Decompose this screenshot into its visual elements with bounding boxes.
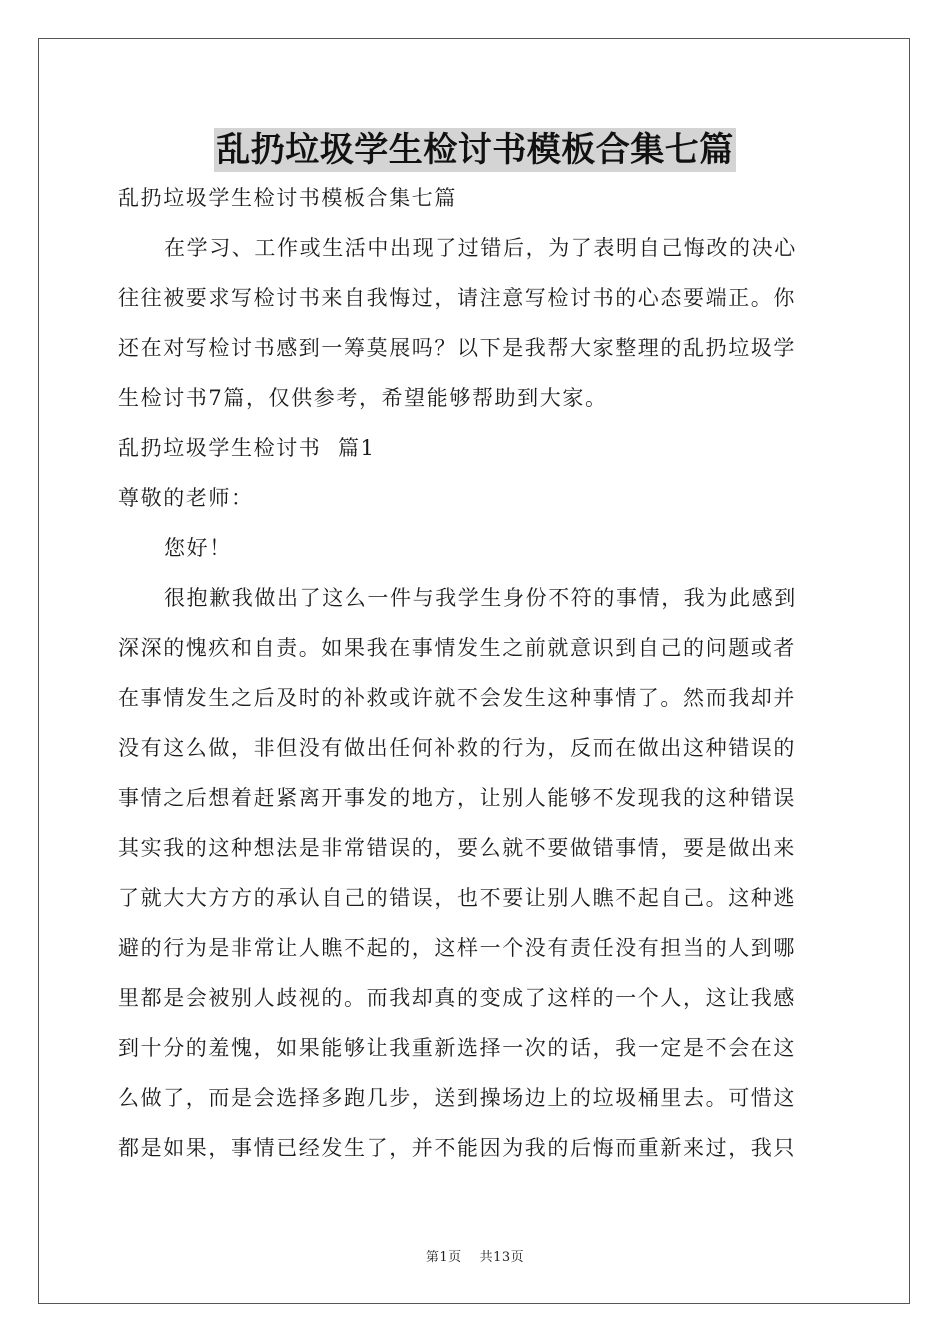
page-total: 共13页 [479,1250,525,1265]
body-line: 避的行为是非常让人瞧不起的，这样一个没有责任没有担当的人到哪 [118,936,796,960]
salutation: 尊敬的老师： [118,486,254,510]
body-line: 深深的愧疚和自责。如果我在事情发生之前就意识到自己的问题或者 [118,636,796,660]
body-line: 在事情发生之后及时的补救或许就不会发生这种事情了。然而我却并 [118,686,796,710]
intro-line: 生检讨书7篇，仅供参考，希望能够帮助到大家。 [118,386,608,410]
page-footer [0,1246,950,1265]
document-body [118,180,834,1167]
section-heading: 乱扔垃圾学生检讨书 篇1 [118,436,376,460]
subtitle: 乱扔垃圾学生检讨书模板合集七篇 [118,186,457,210]
body-line: 么做了，而是会选择多跑几步，送到操场边上的垃圾桶里去。可惜这 [118,1086,796,1110]
body-line: 没有这么做，非但没有做出任何补救的行为，反而在做出这种错误的 [118,736,796,760]
greeting: 您好！ [164,536,232,560]
body-line: 事情之后想着赶紧离开事发的地方，让别人能够不发现我的这种错误 [118,786,796,810]
page-number: 第1页 [425,1250,462,1265]
intro-line: 还在对写检讨书感到一筹莫展吗？以下是我帮大家整理的乱扔垃圾学 [118,336,796,360]
intro-line: 在学习、工作或生活中出现了过错后，为了表明自己悔改的决心 [164,236,797,260]
intro-line: 往往被要求写检讨书来自我悔过，请注意写检讨书的心态要端正。你 [118,286,796,310]
body-line: 很抱歉我做出了这么一件与我学生身份不符的事情，我为此感到 [164,586,797,610]
body-line: 到十分的羞愧，如果能够让我重新选择一次的话，我一定是不会在这 [118,1036,796,1060]
body-line: 里都是会被别人歧视的。而我却真的变成了这样的一个人，这让我感 [118,986,796,1010]
document-title: 乱扔垃圾学生检讨书模板合集七篇 [216,130,734,170]
body-line: 了就大大方方的承认自己的错误，也不要让别人瞧不起自己。这种逃 [118,886,796,910]
body-line: 其实我的这种想法是非常错误的，要么就不要做错事情，要是做出来 [118,836,796,860]
body-line: 都是如果，事情已经发生了，并不能因为我的后悔而重新来过，我只 [118,1136,796,1160]
title-container [0,128,950,172]
